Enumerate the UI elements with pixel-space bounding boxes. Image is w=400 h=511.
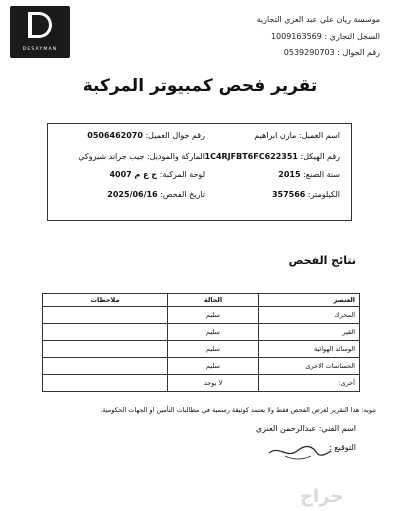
results-heading: نتائج الفحص — [288, 254, 356, 267]
customer-mobile-label: رقم جوال العميل: — [142, 131, 205, 140]
logo-d-mark — [28, 12, 52, 38]
report-title: تقرير فحص كمبيوتر المركبة — [82, 76, 318, 96]
row-item: أخرى: — [259, 375, 360, 392]
table-row — [43, 375, 360, 392]
row-notes — [43, 307, 168, 324]
table-header-row — [43, 294, 360, 307]
year-row — [278, 170, 340, 179]
logo-text: DESAYMAN — [22, 47, 58, 52]
row-status: سليم — [168, 307, 259, 324]
watermark: حراج — [300, 486, 344, 507]
vin-label: رقم الهيكل: — [297, 152, 340, 161]
row-status: سليم — [168, 358, 259, 375]
customer-mobile-row — [87, 131, 205, 140]
row-item: المحرك — [259, 307, 360, 324]
table-row — [43, 341, 360, 358]
year-value: 2015 — [278, 170, 301, 179]
year-label: سنة الصنع: — [300, 170, 340, 179]
plate-label: لوحة المركبة: — [157, 170, 205, 179]
results-table — [42, 293, 360, 392]
km-label: الكيلومتر: — [305, 190, 340, 199]
make-model-label: الماركة والموديل: — [144, 152, 205, 161]
commercial-register: السجل التجاري : 1009163569 — [270, 32, 380, 41]
row-status: سليم — [168, 324, 259, 341]
table-row — [43, 307, 360, 324]
customer-name-label: اسم العميل: — [296, 131, 340, 140]
plate-value: ح ع م 4007 — [109, 170, 158, 179]
row-notes — [43, 358, 168, 375]
customer-mobile-value: 0506462070 — [87, 131, 143, 140]
row-status: لا يوجد — [168, 375, 259, 392]
km-value: 357566 — [271, 190, 306, 199]
make-model-value: جيب جراند شيروكي — [78, 152, 145, 161]
disclaimer-note: تنويه: هذا التقرير لغرض الفحص فقط ولا يعتمد كوثيقة رسمية في مطالبات التأمين او الجهات الحكومية. — [100, 406, 376, 414]
company-name: موسسة ريان علي عبد العزي التجارية — [256, 15, 380, 24]
row-notes — [43, 341, 168, 358]
km-row — [272, 190, 340, 199]
row-notes — [43, 375, 168, 392]
row-item: القير — [259, 324, 360, 341]
vin-row — [205, 152, 341, 161]
row-status: سليم — [168, 341, 259, 358]
customer-name-value: مازن ابراهيم — [254, 131, 297, 140]
row-item: الوسائد الهوائية — [259, 341, 360, 358]
table-row — [43, 358, 360, 375]
row-item: الحساسات الاخرى — [259, 358, 360, 375]
header-status: الحالة — [168, 294, 259, 307]
header-item: العنصر — [259, 294, 360, 307]
date-value: 2025/06/16 — [107, 190, 158, 199]
company-logo — [10, 6, 70, 58]
vin-value: 1C4RJFBT6FC622351 — [204, 152, 298, 161]
company-mobile: رقم الجوال : 0539290703 — [283, 48, 380, 57]
header-notes: ملاحظات — [43, 294, 168, 307]
table-row — [43, 324, 360, 341]
signature-label: التوقيع : — [329, 443, 356, 452]
technician-name: اسم الفني: عبدالرحمن العنزي — [255, 424, 356, 433]
handwritten-signature — [265, 441, 335, 463]
make-model-row — [78, 152, 205, 161]
customer-name-row — [254, 131, 340, 140]
date-label: تاريخ الفحص: — [157, 190, 205, 199]
plate-row — [109, 170, 205, 179]
date-row — [107, 190, 205, 199]
row-notes — [43, 324, 168, 341]
